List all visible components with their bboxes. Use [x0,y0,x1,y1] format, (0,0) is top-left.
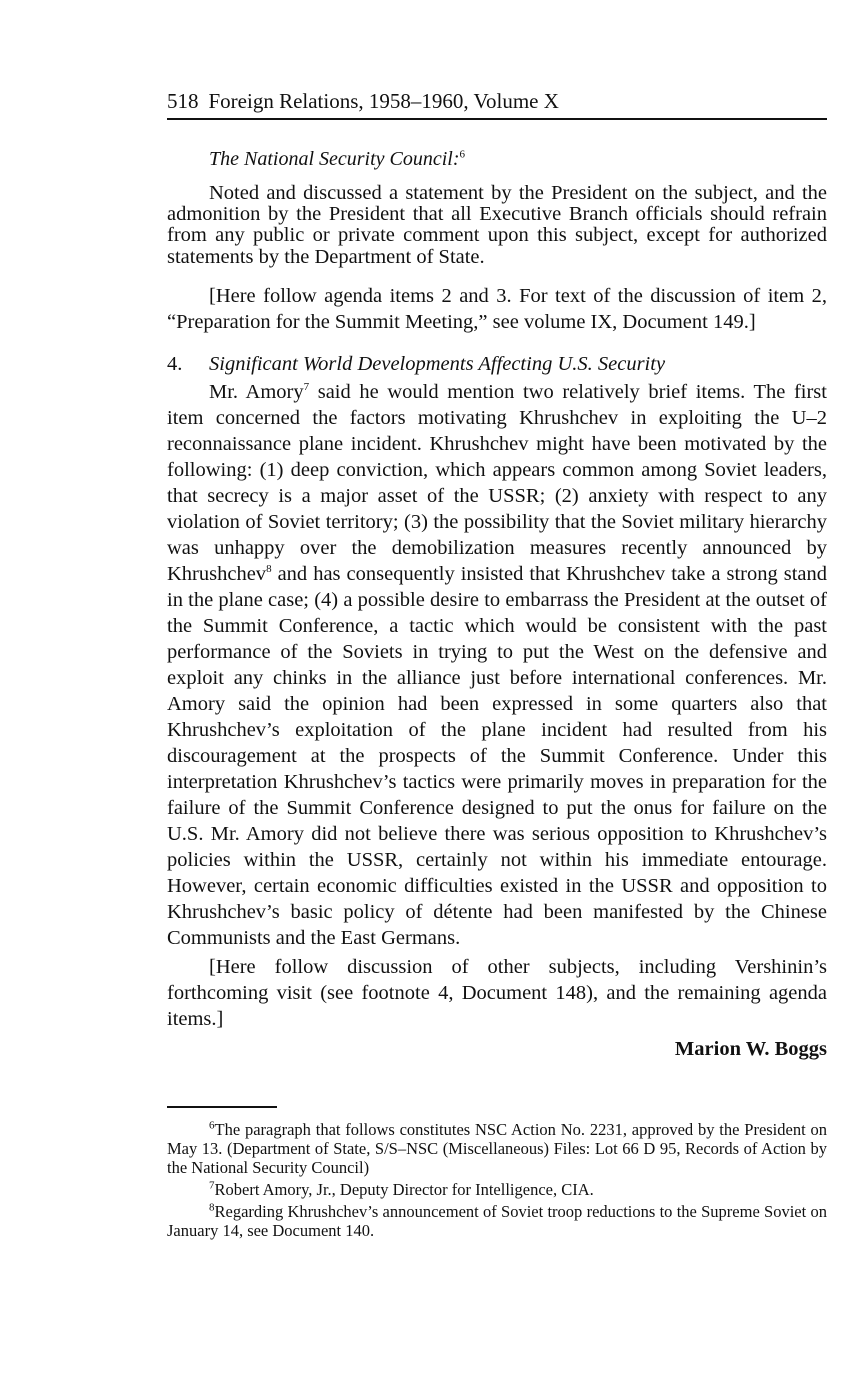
document-page [167,88,827,1240]
signature: Marion W. Boggs [674,1037,827,1060]
footnote-7-mark: 7 [209,1179,215,1192]
amory-paragraph-mid: said he would mention two relatively brief items. The first item concerned the factors motivating Khrushchev in exploiting the U–2 reconnaissance plane incident. Khrushchev might have been motivated by the following: (1) deep conviction, which appears common among Soviet leaders, that secrecy is a major asset of the USSR; (2) anxiety with respect to any violation of Soviet territory; (3) the possibility that the Soviet military hierarchy was unhappy over the demobilization measures recently announced by Khrushchev [167,380,827,585]
footnote-6-mark: 6 [209,1119,215,1132]
volume-title: Foreign Relations, 1958–1960, Volume X [208,89,559,113]
amory-paragraph [167,379,827,951]
footnote-ref-7[interactable]: 7 [303,380,310,393]
footnote-7 [167,1180,827,1199]
page-number: 518 [167,89,199,113]
amory-paragraph-lead: Mr. Amory [209,380,304,403]
item4-number: 4. [167,352,183,375]
footnote-ref-8[interactable]: 8 [266,562,272,575]
footnote-8-text: Regarding Khrushchev’s announcement of Soviet troop reductions to the Supreme Soviet on January 14, see Document 140. [167,1201,827,1240]
council-heading-text: The National Security Council: [209,148,460,170]
footnote-6 [167,1120,827,1177]
running-header [167,88,827,120]
agenda-note-paragraph: [Here follow agenda items 2 and 3. For text of the discussion of item 2, “Preparation for the Summit Meeting,” see volume IX, Document 149.] [167,284,827,333]
footnote-7-text: Robert Amory, Jr., Deputy Director for Intelligence, CIA. [214,1179,594,1199]
footnote-8-mark: 8 [209,1201,215,1214]
footnote-6-text: The paragraph that follows constitutes NSC Action No. 2231, approved by the President on May 13. (Department of State, S/S–NSC (Miscellaneous) Files: Lot 66 D 95, Records of Action by the National Security Council) [167,1119,827,1177]
footnote-8 [167,1202,827,1240]
item4-title: Significant World Developments Affecting U.S. Security [209,352,666,375]
closing-note-paragraph: [Here follow discussion of other subjects, including Vershinin’s forthcoming visit (see footnote 4, Document 148), and the remaining agenda items.] [167,955,827,1030]
council-heading [167,146,827,172]
footnote-divider [167,1106,277,1108]
amory-paragraph-rest: and has consequently insisted that Khrushchev take a strong stand in the plane case; (4) a possible desire to embarrass the President at the outset of the Summit Conference, a tactic which would be consistent with the past performance of the Soviets in trying to put the West on the defensive and exploit any chinks in the alliance just before international conferences. Mr. Amory said the opinion had been expressed in some quarters also that Khrushchev’s exploitation of the plane incident had resulted from his discouragement at the prospects of the Summit Conference. Under this interpretation Khrushchev’s tactics were primarily moves in preparation for the failure of the Summit Conference designed to put the onus for failure on the U.S. Mr. Amory did not believe there was serious opposition to Khrushchev’s policies within the USSR, certainly not within his immediate entourage. However, certain economic difficulties existed in the USSR and opposition to Khrushchev’s basic policy of détente had been manifested by the Chinese Communists and the East Germans. [167,562,827,949]
footnote-ref-6[interactable]: 6 [459,148,466,161]
item4-heading [167,351,827,377]
council-paragraph: Noted and discussed a statement by the President on the subject, and the admonition by the President that all Executive Branch officials should refrain from any public or private comment upon this subject, except for authorized statements by the Department of State. [167,182,827,268]
